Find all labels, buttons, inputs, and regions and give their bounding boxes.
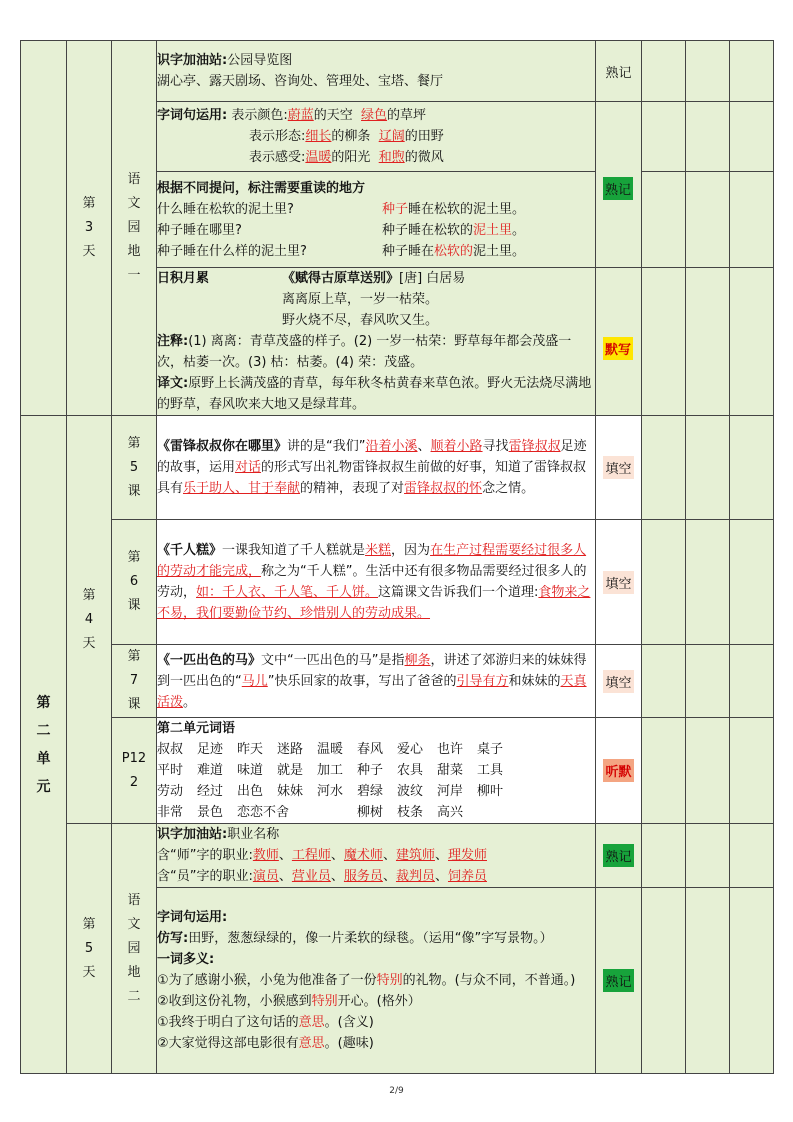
check-cell[interactable] [686,268,730,416]
table-row [21,718,774,824]
check-cell[interactable] [642,102,686,172]
page-number: 2/9 [389,1086,404,1096]
check-cell[interactable] [642,268,686,416]
check-cell[interactable] [686,888,730,1074]
check-cell[interactable] [642,888,686,1074]
check-cell[interactable] [686,645,730,718]
tag-row3 [597,177,639,200]
check-cell[interactable] [642,824,686,888]
vocab-row: 平时 难道 味道 就是 加工 种子 农具 甜菜 工具 [157,763,504,778]
content-cell: 《雷锋叔叔你在哪里》讲的是“我们”沿着小溪、顺着小路寻找雷锋叔叔足迹的故事，运用对话的形式写出礼物雷锋叔叔生前做的好事，知道了雷锋叔叔具有乐于助人、甘于奉献的精神，表现了对雷锋叔叔的怀念之情。 [157,416,596,520]
task-tag: 熟记 [603,177,633,200]
check-cell[interactable] [686,102,730,172]
task-tag-cell [596,824,642,888]
check-cell[interactable] [730,520,774,645]
unit1-cell [21,41,67,416]
task-tag-cell [596,718,642,824]
task-tag: 熟记 [605,65,632,81]
check-cell[interactable] [642,645,686,718]
task-tag-cell [596,645,642,718]
check-cell[interactable] [642,520,686,645]
task-tag: 填空 [603,670,633,693]
task-tag: 填空 [603,456,633,479]
check-cell[interactable] [730,888,774,1074]
check-cell[interactable] [642,718,686,824]
task-tag: 听默 [603,759,633,782]
table-row [21,824,774,888]
vocab-row: 非常 景色 恋恋不舍 柳树 枝条 高兴 [157,805,464,820]
vocab-row: 叔叔 足迹 昨天 迷路 温暖 春风 爱心 也许 桌子 [157,742,504,757]
table-row [21,645,774,718]
check-cell[interactable] [686,41,730,102]
task-tag-cell [596,520,642,645]
content-cell: 第二单元词语 叔叔 足迹 昨天 迷路 温暖 春风 爱心 也许 桌子 平时 难道 味道 就是 加工 种子 农具 甜菜 工具 劳动 经过 出色 妹妹 河水 碧绿 波纹 河岸 柳叶 非常 景色 恋恋不舍 柳树 枝条 高兴 [157,718,596,824]
day-cell: 第 5 天 [67,824,112,1074]
check-cell[interactable] [686,520,730,645]
lesson-cell: 语 文 园 地 一 [112,41,157,416]
check-cell[interactable] [730,41,774,102]
unit-label-cell: 第 二 单 元 [21,416,67,1074]
lesson-cell: 第 6 课 [112,520,157,645]
check-cell[interactable] [642,416,686,520]
check-cell[interactable] [730,824,774,888]
check-cell[interactable] [686,172,730,268]
lesson-cell: 语 文 园 地 二 [112,824,157,1074]
task-tag: 默写 [603,337,633,360]
check-cell[interactable] [686,824,730,888]
check-cell[interactable] [730,718,774,824]
task-tag: 熟记 [603,844,633,867]
tag-row4 [597,337,639,360]
task-tag-cell [596,888,642,1074]
task-tag: 熟记 [603,969,633,992]
content-cell: 根据不同提问，标注需要重读的地方 什么睡在松软的泥土里? 种子睡在松软的泥土里。 种子睡在哪里? 种子睡在松软的泥土里。 种子睡在什么样的泥土里? 种子睡在松软的泥土里。 [157,172,596,268]
check-cell[interactable] [730,268,774,416]
table-row [21,41,774,102]
content-cell: 字词句运用: 表示颜色:蔚蓝的天空 绿色的草坪 表示形态:细长的柳条 辽阔的田野 表示感受:温暖的阳光 和煦的微风 [157,102,596,172]
vocab-row: 劳动 经过 出色 妹妹 河水 碧绿 波纹 河岸 柳叶 [157,784,504,799]
lesson-cell: 第 5 课 [112,416,157,520]
table-row [21,416,774,520]
content-cell: 《千人糕》一课我知道了千人糕就是米糕，因为在生产过程需要经过很多人的劳动才能完成，称之为“千人糕”。生活中还有很多物品需要经过很多人的劳动，如：千人衣、千人笔、千人饼。这篇课文告诉我们一个道理:食物来之不易，我们要勤俭节约、珍惜别人的劳动成果。 [157,520,596,645]
check-cell[interactable] [642,172,686,268]
study-plan-table [20,40,774,1074]
content-cell: 《一匹出色的马》文中“一匹出色的马”是指柳条，讲述了郊游归来的妹妹得到一匹出色的“马儿”快乐回家的故事，写出了爸爸的引导有方和妹妹的天真活泼。 [157,645,596,718]
day-cell: 第 4 天 [67,416,112,824]
task-tag: 填空 [603,571,633,594]
task-tag-cell [596,41,642,102]
lesson-cell: P12 2 [112,718,157,824]
content-cell: 识字加油站:职业名称 含“师”字的职业:教师、工程师、魔术师、建筑师、理发师 含“员”字的职业:演员、营业员、服务员、裁判员、饲养员 [157,824,596,888]
check-cell[interactable] [686,718,730,824]
check-cell[interactable] [730,172,774,268]
content-cell: 字词句运用: 仿写:田野，葱葱绿绿的，像一片柔软的绿毯。（运用“像”字写景物。） 一词多义: ①为了感谢小猴，小兔为他准备了一份特别的礼物。(与众不同，不普通。) ②收到这份礼物，小猴感到特别开心。(格外） ①我终于明白了这句话的意思。(含义) ②大家觉得这部电影很有意思。(趣味) [157,888,596,1074]
lesson-cell: 第 7 课 [112,645,157,718]
table-row [21,520,774,645]
check-cell[interactable] [730,102,774,172]
content-cell: 识字加油站:公园导览图 湖心亭、露天剧场、咨询处、管理处、宝塔、餐厅 [157,41,596,102]
check-cell[interactable] [730,416,774,520]
check-cell[interactable] [642,41,686,102]
check-cell[interactable] [730,645,774,718]
task-tag-cell [596,416,642,520]
check-cell[interactable] [686,416,730,520]
content-cell: 日积月累 《赋得古原草送别》[唐] 白居易 离离原上草，一岁一枯荣。 野火烧不尽，春风吹又生。 注释:(1) 离离：青草茂盛的样子。(2) 一岁一枯荣：野草每年都会茂盛一次，枯萎一次。(3) 枯：枯萎。(4) 荣：茂盛。 译文:原野上长满茂盛的青草，每年秋冬枯黄春来草色浓。野火无法烧尽满地的野草，春风吹来大地又是绿茸茸。 [157,268,596,416]
day-cell: 第 3 天 [67,41,112,416]
